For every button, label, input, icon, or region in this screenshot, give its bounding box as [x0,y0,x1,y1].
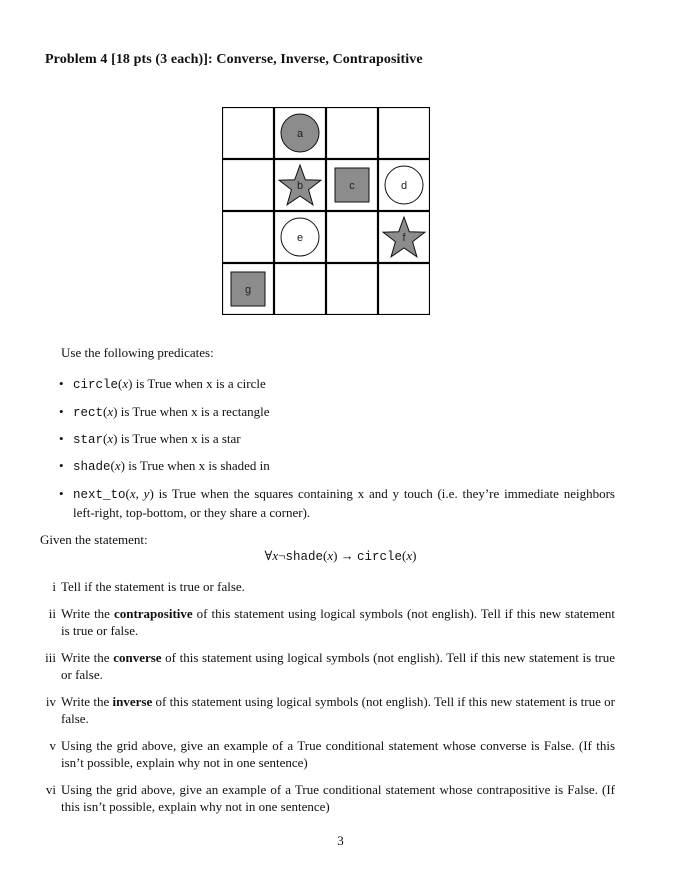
object-label: a [296,128,304,140]
question-item: vi Using the grid above, give an example of a True conditional statement whose contrapositive is False. (If this isn’t possible, explain why not in one sentence) [45,782,615,814]
predicate-item: • next_to(x, y) is True when the squares containing x and y touch (i.e. they’re immediate neighbors left-right, top-bottom, or they share a corner). [59,486,615,520]
predicate-name: circle [73,378,119,392]
predicate-name: star [73,433,104,447]
grid-object-a [281,114,319,152]
page-number: 3 [337,833,344,848]
object-label: d [400,180,408,192]
grid-cell [223,212,274,263]
grid-cell [379,264,430,315]
object-label: f [402,232,406,244]
question-item: iv Write the inverse of this statement using logical symbols (not english). Tell if this new statement is true or false. [45,694,615,726]
grid-object-e [281,218,319,256]
predicate-item: • star(x) is True when x is a star [59,431,241,447]
grid-object-g [231,272,265,306]
object-label: g [244,284,252,296]
question-item: iii Write the converse of this statement using logical symbols (not english). Tell if this new statement is true or false. [45,650,615,682]
given-label: Given the statement: [40,532,148,547]
object-label: e [296,232,304,244]
question-item: v Using the grid above, give an example of a True conditional statement whose converse is False. (If this isn’t possible, explain why not in one sentence) [49,738,615,770]
predicate-item: • shade(x) is True when x is shaded in [59,458,270,474]
grid-cell [275,264,326,315]
grid-object-c [335,168,369,202]
grid-cell [327,108,378,159]
question-item: ii Write the contrapositive of this statement using logical symbols (not english). Tell if this new statement is true or false. [48,606,615,638]
grid-object-d [385,166,423,204]
shape-grid [222,107,430,315]
predicates-intro: Use the following predicates: [61,345,214,360]
grid-cell [223,160,274,211]
predicate-item: • rect(x) is True when x is a rectangle [59,404,270,420]
grid-cell [379,108,430,159]
grid-cell [327,264,378,315]
problem-title: Problem 4 [18 pts (3 each)]: Converse, Inverse, Contrapositive [45,52,423,67]
predicate-name: next_to [73,488,126,502]
predicate-name: rect [73,406,104,420]
predicate-item: • circle(x) is True when x is a circle [59,376,266,392]
object-label: b [296,180,304,192]
question-item: i Tell if the statement is true or false. [52,579,245,594]
grid-cell [327,212,378,263]
statement-formula: ∀x¬shade(x) → circle(x) [264,548,417,564]
grid-cell [223,108,274,159]
object-label: c [349,180,355,192]
predicate-name: shade [73,460,111,474]
